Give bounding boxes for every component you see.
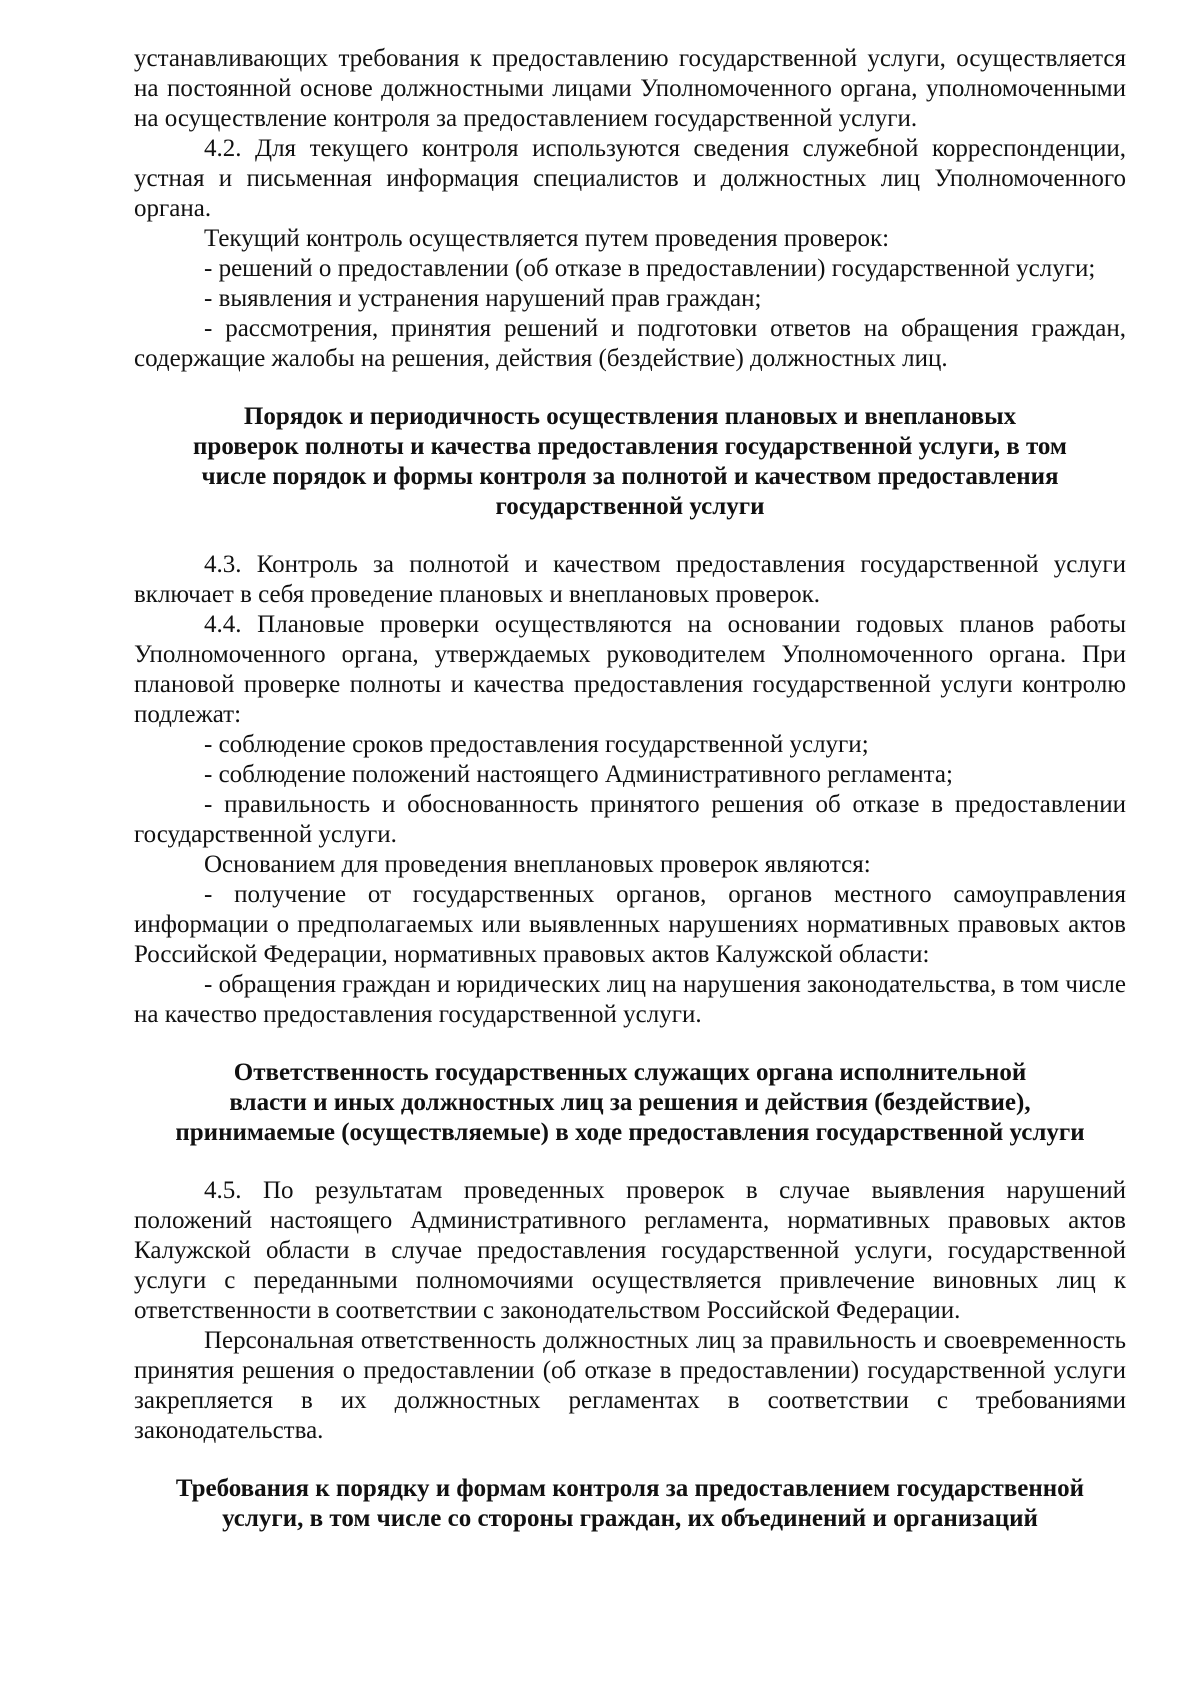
list-item: - получение от государственных органов, органов местного самоуправления информации о предполагаемых или выявленных нарушениях нормативных правовых актов Российской Федерации, нормативных правовых актов Калужской области: [134, 881, 1126, 968]
list-item: - соблюдение положений настоящего Административного регламента; [204, 761, 953, 788]
heading-line: государственной услуги [495, 493, 765, 520]
list-item: - выявления и устранения нарушений прав граждан; [204, 285, 762, 312]
section-heading-control-requirements [134, 1474, 1126, 1534]
paragraph-unscheduled-grounds: Основанием для проведения внеплановых проверок являются: [204, 851, 871, 878]
heading-line: Порядок и периодичность осуществления плановых и внеплановых [243, 403, 1017, 430]
document-page [134, 44, 1126, 1534]
list-item: - правильность и обоснованность принятого решения об отказе в предоставлении государственной услуги. [134, 791, 1126, 848]
list-item: - решений о предоставлении (об отказе в предоставлении) государственной услуги; [204, 255, 1096, 282]
heading-line: услуги, в том числе со стороны граждан, их объединений и организаций [222, 1505, 1038, 1532]
section-heading-responsibility [134, 1058, 1126, 1148]
paragraph-4-2: 4.2. Для текущего контроля используются сведения служебной корреспонденции, устная и письменная информация специалистов и должностных лиц Уполномоченного органа. [134, 135, 1126, 222]
paragraph-current-control: Текущий контроль осуществляется путем проведения проверок: [204, 225, 890, 252]
heading-line: Требования к порядку и формам контроля за предоставлением государственной [175, 1475, 1085, 1502]
paragraph-continuation: устанавливающих требования к предоставлению государственной услуги, осуществляется на постоянной основе должностными лицами Уполномоченного органа, уполномоченными на осуществление контроля за предоставлением государственной услуги. [134, 45, 1126, 132]
paragraph-4-5: 4.5. По результатам проведенных проверок в случае выявления нарушений положений настоящего Административного регламента, нормативных правовых актов Калужской области в случае предоставления государственной услуги, государственной услуги с переданными полномочиями осуществляется привлечение виновных лиц к ответственности в соответствии с законодательством Российской Федерации. [134, 1177, 1126, 1324]
list-item: - соблюдение сроков предоставления государственной услуги; [204, 731, 869, 758]
list-item: - рассмотрения, принятия решений и подготовки ответов на обращения граждан, содержащие жалобы на решения, действия (бездействие) должностных лиц. [134, 315, 1126, 372]
list-item: - обращения граждан и юридических лиц на нарушения законодательства, в том числе на качество предоставления государственной услуги. [134, 971, 1126, 1028]
section-heading-planned-inspections [134, 402, 1126, 522]
heading-line: власти и иных должностных лиц за решения и действия (бездействие), [229, 1089, 1031, 1116]
paragraph-4-4: 4.4. Плановые проверки осуществляются на основании годовых планов работы Уполномоченного органа, утверждаемых руководителем Уполномоченного органа. При плановой проверке полноты и качества предоставления государственной услуги контролю подлежат: [134, 611, 1126, 728]
heading-line: Ответственность государственных служащих органа исполнительной [233, 1059, 1027, 1086]
heading-line: принимаемые (осуществляемые) в ходе предоставления государственной услуги [175, 1119, 1085, 1146]
heading-line: проверок полноты и качества предоставления государственной услуги, в том [193, 433, 1067, 460]
paragraph-4-3: 4.3. Контроль за полнотой и качеством предоставления государственной услуги включает в себя проведение плановых и внеплановых проверок. [134, 551, 1126, 608]
heading-line: числе порядок и формы контроля за полнотой и качеством предоставления [201, 463, 1059, 490]
paragraph-personal-responsibility: Персональная ответственность должностных лиц за правильность и своевременность принятия решения о предоставлении (об отказе в предоставлении) государственной услуги закрепляется в их должностных регламентах в соответствии с требованиями законодательства. [134, 1327, 1126, 1444]
